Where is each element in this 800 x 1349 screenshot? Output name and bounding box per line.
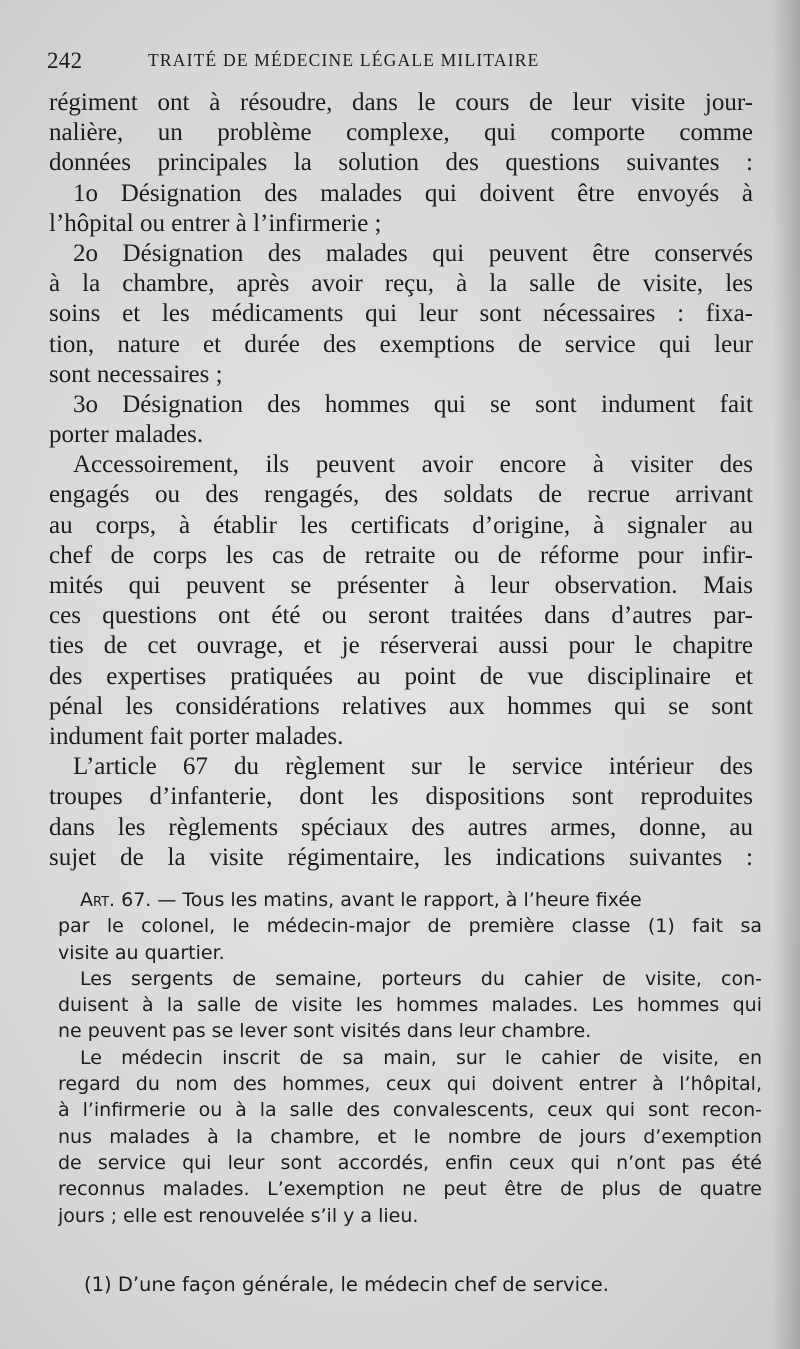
- body-line: des expertises pratiquées au point de vue disciplinaire et: [49, 662, 753, 690]
- article-line: ne peuvent pas se lever sont visités dans leur chambre.: [58, 1020, 592, 1043]
- article-line: reconnus malades. L’exemption ne peut être de plus de quatre: [58, 1178, 762, 1201]
- page-header: [47, 48, 747, 80]
- body-line: ties de cet ouvrage, et je réserverai aussi pour le chapitre: [49, 632, 753, 660]
- page-edge-shadow: [772, 0, 800, 1349]
- body-line: Accessoirement, ils peuvent avoir encore à visiter des: [73, 451, 753, 479]
- article-line: visite au quartier.: [58, 941, 225, 964]
- body-line: chef de corps les cas de retraite ou de réforme pour infir-: [49, 541, 753, 569]
- body-line: régiment ont à résoudre, dans le cours de leur visite jour-: [49, 89, 753, 116]
- body-line: sont necessaires ;: [49, 360, 223, 388]
- body-line: 1o Désignation des malades qui doivent être envoyés à: [73, 179, 753, 207]
- body-line: engagés ou des rengagés, des soldats de recrue arrivant: [49, 481, 753, 509]
- body-line: porter malades.: [49, 421, 204, 449]
- article-line: duisent à la salle de visite les hommes malades. Les hommes qui: [58, 994, 762, 1017]
- body-line: nalière, un problème complexe, qui comporte comme: [49, 119, 753, 147]
- body-line: ces questions ont été ou seront traitées dans d’autres par-: [49, 602, 753, 630]
- body-line: à la chambre, après avoir reçu, à la salle de visite, les: [49, 270, 753, 298]
- article-line: jours ; elle est renouvelée s’il y a lieu.: [58, 1204, 419, 1227]
- article-line: nus malades à la chambre, et le nombre de jours d’exemption: [58, 1125, 762, 1148]
- body-line: dans les règlements spéciaux des autres armes, donne, au: [49, 813, 753, 841]
- body-line: tion, nature et durée des exemptions de service qui leur: [49, 330, 753, 358]
- body-line: sujet de la visite régimentaire, les indications suivantes :: [49, 843, 753, 871]
- body-line: au corps, à établir les certificats d’origine, à signaler au: [49, 511, 753, 539]
- body-line: 2o Désignation des malades qui peuvent être conservés: [73, 239, 753, 267]
- body-line: mités qui peuvent se présenter à leur observation. Mais: [49, 572, 753, 599]
- body-line: troupes d’infanterie, dont les dispositions sont reproduites: [49, 783, 753, 811]
- footnote: (1) D’une façon générale, le médecin chef de service.: [84, 1273, 609, 1296]
- body-text: [49, 88, 753, 873]
- body-line: l’hôpital ou entrer à l’infirmerie ;: [49, 209, 382, 237]
- body-line: soins et les médicaments qui leur sont nécessaires : fixa-: [49, 300, 753, 328]
- body-line: données principales la solution des questions suivantes :: [49, 149, 753, 177]
- body-line: pénal les considérations relatives aux hommes qui se sont: [49, 692, 753, 720]
- article-first-line: 67. — Tous les matins, avant le rapport, à l’heure fixée: [115, 889, 642, 911]
- article-line: Le médecin inscrit de sa main, sur le cahier de visite, en: [80, 1046, 762, 1069]
- running-title: TRAITÉ DE MÉDECINE LÉGALE MILITAIRE: [148, 50, 540, 70]
- article-line: à l’infirmerie ou à la salle des convalescents, ceux qui sont recon-: [58, 1099, 762, 1122]
- body-line: L’article 67 du règlement sur le service intérieur des: [73, 753, 753, 781]
- body-line: indument fait porter malades.: [49, 722, 344, 750]
- page-number: 242: [47, 48, 83, 73]
- article-line: de service qui leur sont accordés, enfin ceux qui n’ont pas été: [58, 1151, 762, 1174]
- body-line: 3o Désignation des hommes qui se sont indument fait: [73, 390, 753, 418]
- article-line: Les sergents de semaine, porteurs du cahier de visite, con-: [80, 967, 762, 990]
- article-67-quote: [58, 887, 762, 1229]
- article-line: [58, 887, 762, 913]
- article-label: Art.: [80, 889, 116, 911]
- article-line: par le colonel, le médecin-major de première classe (1) fait sa: [58, 915, 762, 938]
- article-line: regard du nom des hommes, ceux qui doivent entrer à l’hôpital,: [58, 1073, 762, 1096]
